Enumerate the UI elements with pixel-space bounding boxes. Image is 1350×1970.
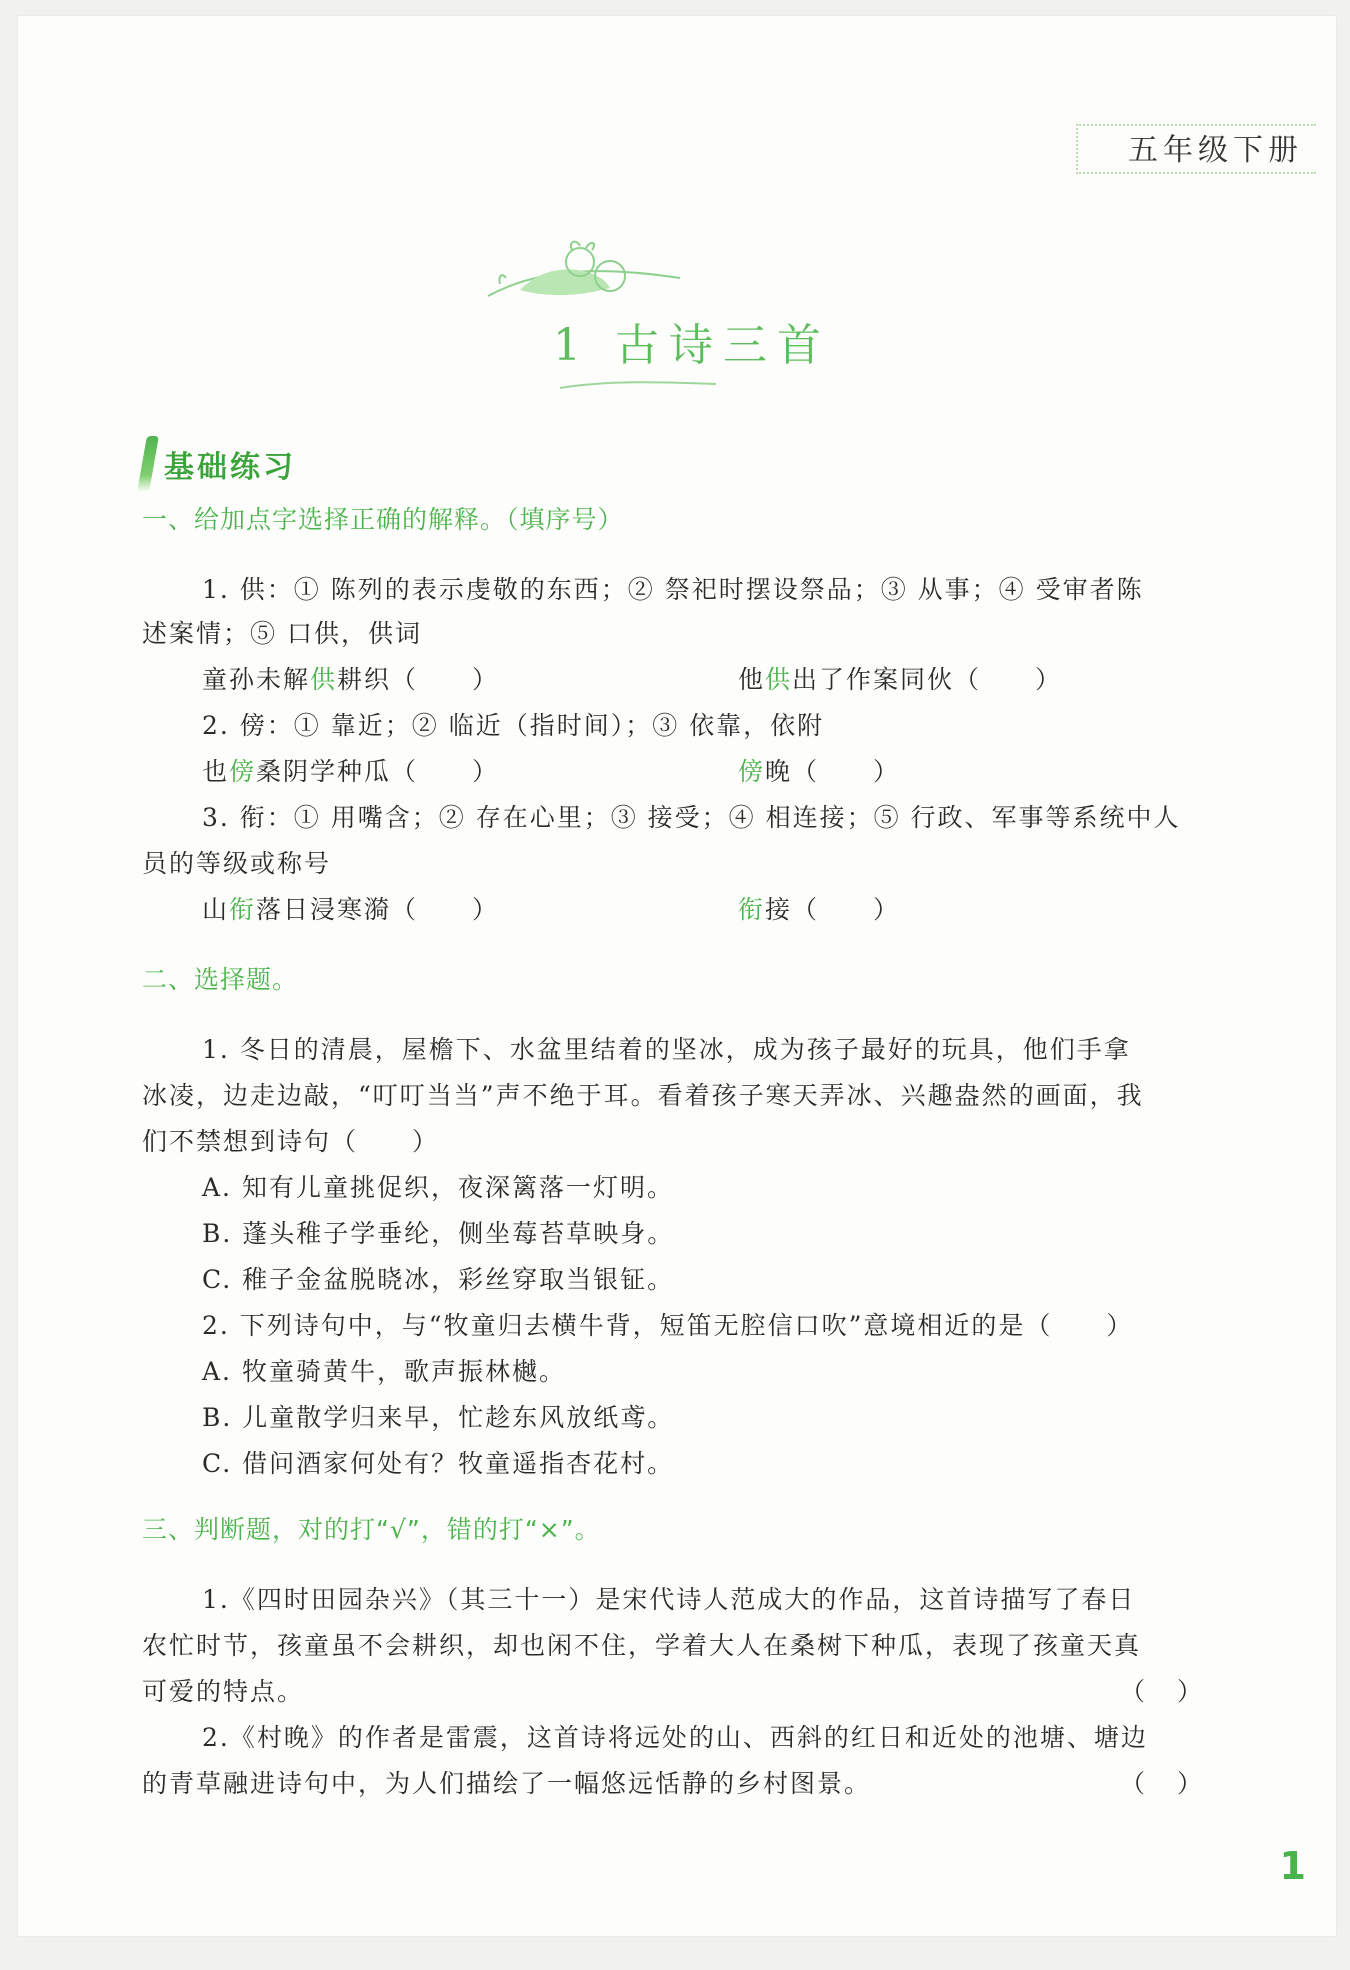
q3-item1-line2: 农忙时节，孩童虽不会耕织，却也闲不住，学着大人在桑树下种瓜，表现了孩童天真 — [142, 1631, 1142, 1660]
example-text: 也 — [202, 757, 230, 786]
q3-item1-line1: 1.《四时田园杂兴》（其三十一）是宋代诗人范成大的作品，这首诗描写了春日 — [202, 1585, 1136, 1614]
q1-item3-examples — [202, 892, 1262, 928]
q1-item1-examples — [202, 662, 1262, 698]
q1-item1-line2: 述案情；⑤ 口供，供词 — [142, 619, 422, 648]
example-text: 山 — [202, 895, 230, 924]
question2-heading: 二、选择题。 — [142, 965, 299, 994]
q3-item1-line3: 可爱的特点。 — [142, 1677, 305, 1706]
question1-heading: 一、给加点字选择正确的解释。（填序号） — [142, 505, 624, 534]
answer-blank[interactable]: 接（ ） — [765, 895, 901, 924]
grade-label-box — [1076, 124, 1316, 174]
q2-item1-option-a[interactable]: A. 知有儿童挑促织，夜深篱落一灯明。 — [202, 1173, 674, 1202]
q2-item1-line1: 1. 冬日的清晨，屋檐下、水盆里结着的坚冰，成为孩子最好的玩具，他们手拿 — [202, 1035, 1131, 1064]
lesson-name: 古诗三首 — [615, 320, 831, 371]
q3-item2-line1: 2.《村晚》的作者是雷震，这首诗将远处的山、西斜的红日和近处的池塘、塘边 — [202, 1723, 1148, 1752]
section-tag-bar — [137, 436, 159, 492]
dotted-char: 供 — [765, 665, 793, 694]
section-label: 基础练习 — [164, 450, 296, 485]
dotted-char: 衔 — [229, 895, 257, 924]
example-right — [738, 892, 900, 928]
children-leaf-illustration — [480, 228, 690, 328]
example-right — [738, 662, 1062, 698]
dotted-char: 衔 — [738, 895, 766, 924]
title-underline-stroke — [558, 378, 718, 392]
grade-label: 五年级下册 — [1128, 133, 1303, 168]
q1-item2-examples — [202, 754, 1262, 790]
q3-item2-line2: 的青草融进诗句中，为人们描绘了一幅悠远恬静的乡村图景。 — [142, 1769, 872, 1798]
paren-open: （ — [1120, 1677, 1146, 1706]
q3-item2-answer-paren[interactable] — [1120, 1766, 1202, 1802]
answer-blank[interactable]: 落日浸寒漪（ ） — [256, 895, 500, 924]
answer-blank[interactable]: 出了作案同伙（ ） — [792, 665, 1063, 694]
q1-item3-line2: 员的等级或称号 — [142, 849, 332, 878]
lesson-title — [18, 316, 1336, 376]
q2-item2-option-c[interactable]: C. 借问酒家何处有？牧童遥指杏花村。 — [202, 1449, 675, 1478]
answer-blank[interactable]: 耕织（ ） — [337, 665, 500, 694]
answer-blank[interactable]: 桑阴学种瓜（ ） — [256, 757, 500, 786]
example-right — [738, 754, 900, 790]
q3-item1-answer-paren[interactable] — [1120, 1674, 1202, 1710]
dotted-char: 供 — [310, 665, 338, 694]
section-tag — [142, 436, 296, 492]
page-number: 1 — [1279, 1844, 1306, 1888]
q1-item1-line1: 1. 供：① 陈列的表示虔敬的东西；② 祭祀时摆设祭品；③ 从事；④ 受审者陈 — [202, 575, 1144, 604]
example-text: 他 — [738, 665, 766, 694]
answer-blank[interactable]: 晚（ ） — [765, 757, 901, 786]
q2-item2-option-b[interactable]: B. 儿童散学归来早，忙趁东风放纸鸢。 — [202, 1403, 675, 1432]
q2-item1-option-c[interactable]: C. 稚子金盆脱晓冰，彩丝穿取当银钲。 — [202, 1265, 675, 1294]
dotted-char: 傍 — [229, 757, 257, 786]
paren-open: （ — [1120, 1769, 1146, 1798]
q1-item3-line1: 3. 衔：① 用嘴含；② 存在心里；③ 接受；④ 相连接；⑤ 行政、军事等系统中人 — [202, 803, 1181, 832]
paren-close: ） — [1176, 1769, 1202, 1798]
workbook-page — [18, 16, 1336, 1936]
lesson-number: 1 — [553, 320, 591, 371]
q2-item2-line1[interactable]: 2. 下列诗句中，与“牧童归去横牛背，短笛无腔信口吹”意境相近的是（ ） — [202, 1311, 1134, 1340]
question3-heading: 三、判断题，对的打“√”，错的打“×”。 — [142, 1515, 601, 1544]
dotted-char: 傍 — [738, 757, 766, 786]
paren-close: ） — [1176, 1677, 1202, 1706]
q2-item2-option-a[interactable]: A. 牧童骑黄牛，歌声振林樾。 — [202, 1357, 566, 1386]
q1-item2-line1: 2. 傍：① 靠近；② 临近（指时间）；③ 依靠，依附 — [202, 711, 825, 740]
q2-item1-option-b[interactable]: B. 蓬头稚子学垂纶，侧坐莓苔草映身。 — [202, 1219, 675, 1248]
example-text: 童孙未解 — [202, 665, 311, 694]
q2-item1-line2: 冰凌，边走边敲，“叮叮当当”声不绝于耳。看着孩子寒天弄冰、兴趣盎然的画面，我 — [142, 1081, 1144, 1110]
q2-item1-line3[interactable]: 们不禁想到诗句（ ） — [142, 1127, 440, 1156]
